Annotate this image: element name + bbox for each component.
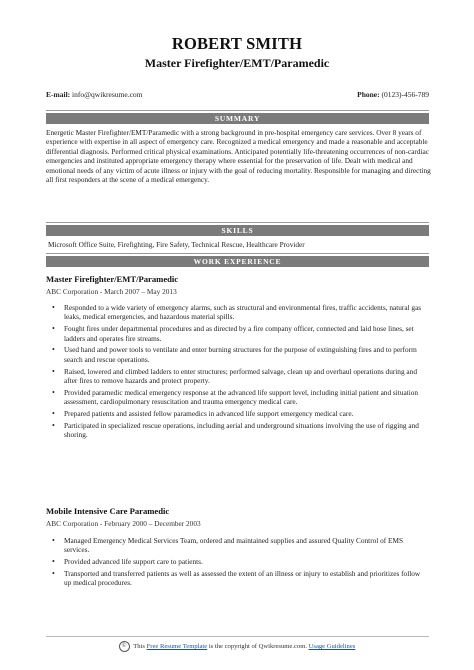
list-item: • Participated in specialized rescue operations, including aerial and underground situations involving the use of rigging and shoring. xyxy=(46,421,426,440)
list-item: • Transported and transferred patients as well as assessed the extent of an illness or injury to establish and prioritizes follow up medical procedures. xyxy=(46,569,426,588)
list-item: • Managed Emergency Medical Services Team, ordered and maintained supplies and assured Quality Control of EMS services. xyxy=(46,536,426,555)
phone-value: (0123)-456-789 xyxy=(381,90,429,99)
section-header-work-experience: WORK EXPERIENCE xyxy=(46,256,429,267)
phone-block xyxy=(357,90,429,99)
job-title: Mobile Intensive Care Paramedic xyxy=(46,506,170,516)
list-item: • Provided paramedic medical emergency response at the advanced life support level, including initial patient and situation assessment, cardiopulmonary resuscitation and trauma emergency medical care. xyxy=(46,388,426,407)
job-company-dates: ABC Corporation - February 2000 – December 2003 xyxy=(46,519,201,528)
list-item: • Fought fires under departmental procedures and as directed by a fire company officer, connected and laid hose lines, set ladders and operates fire streams. xyxy=(46,324,426,343)
list-item: • Responded to a wide variety of emergency alarms, such as structural and environmental fires, traffic accidents, natural gas leaks, medical emergencies, and hazardous material spills. xyxy=(46,303,426,322)
copyright-icon: © xyxy=(119,641,130,652)
footer-prefix: This xyxy=(133,643,145,651)
free-resume-template-link[interactable]: Free Resume Template xyxy=(146,643,208,651)
usage-guidelines-link[interactable]: Usage Guidelines xyxy=(308,643,356,651)
list-item: • Prepared patients and assisted fellow paramedics in advanced life support emergency medical care. xyxy=(46,409,426,418)
section-header-skills: SKILLS xyxy=(46,225,429,236)
email-label: E-mail: xyxy=(46,90,71,99)
contact-row xyxy=(46,90,429,102)
job-bullet-list xyxy=(46,536,426,590)
list-item: • Used hand and power tools to ventilate and enter burning structures for the purpose of extinguishing fires and to perform search and rescue operations. xyxy=(46,345,426,364)
candidate-role: Master Firefighter/EMT/Paramedic xyxy=(144,56,330,70)
job-title: Master Firefighter/EMT/Paramedic xyxy=(46,274,179,284)
email-block xyxy=(46,90,142,99)
footer xyxy=(0,641,474,652)
phone-label: Phone: xyxy=(357,90,380,99)
job-bullet-list xyxy=(46,303,426,442)
footer-middle-text: is the copyright of Qwikresume.com. xyxy=(208,643,307,651)
candidate-name: ROBERT SMITH xyxy=(171,34,303,53)
list-item: • Raised, lowered and climbed ladders to enter structures; performed salvage, clean up and overhaul operations during and after fires to remove hazards and protect property. xyxy=(46,367,426,386)
job-company-dates: ABC Corporation - March 2007 – May 2013 xyxy=(46,287,177,296)
email-value[interactable]: info@qwikresume.com xyxy=(72,90,143,99)
footer-divider xyxy=(46,636,429,637)
skills-text: Microsoft Office Suite, Firefighting, Fire Safety, Technical Rescue, Healthcare Provider xyxy=(48,240,305,249)
list-item: • Provided advanced life support care to patients. xyxy=(46,557,426,566)
summary-text: Energetic Master Firefighter/EMT/Paramedic with a strong background in pre-hospital emergency care services. Over 8 years of experience with expertise in all aspect of emergency care. Recognized a medical emergency and made a reasonable and acceptable differential diagnosis. Performed critical physical examinations. Anticipated potentially life-threatening occurrences of non-cardiac emergencies and instituted appropriate emergency therapy where essential for the preservation of life. Dealt with medical and emotional needs of any victim of acute illness or injury with the goal of reducing mortality. Responsible for managing and directing all first responders at the scene of a medical emergency. xyxy=(46,128,431,185)
section-header-summary: SUMMARY xyxy=(46,113,429,124)
